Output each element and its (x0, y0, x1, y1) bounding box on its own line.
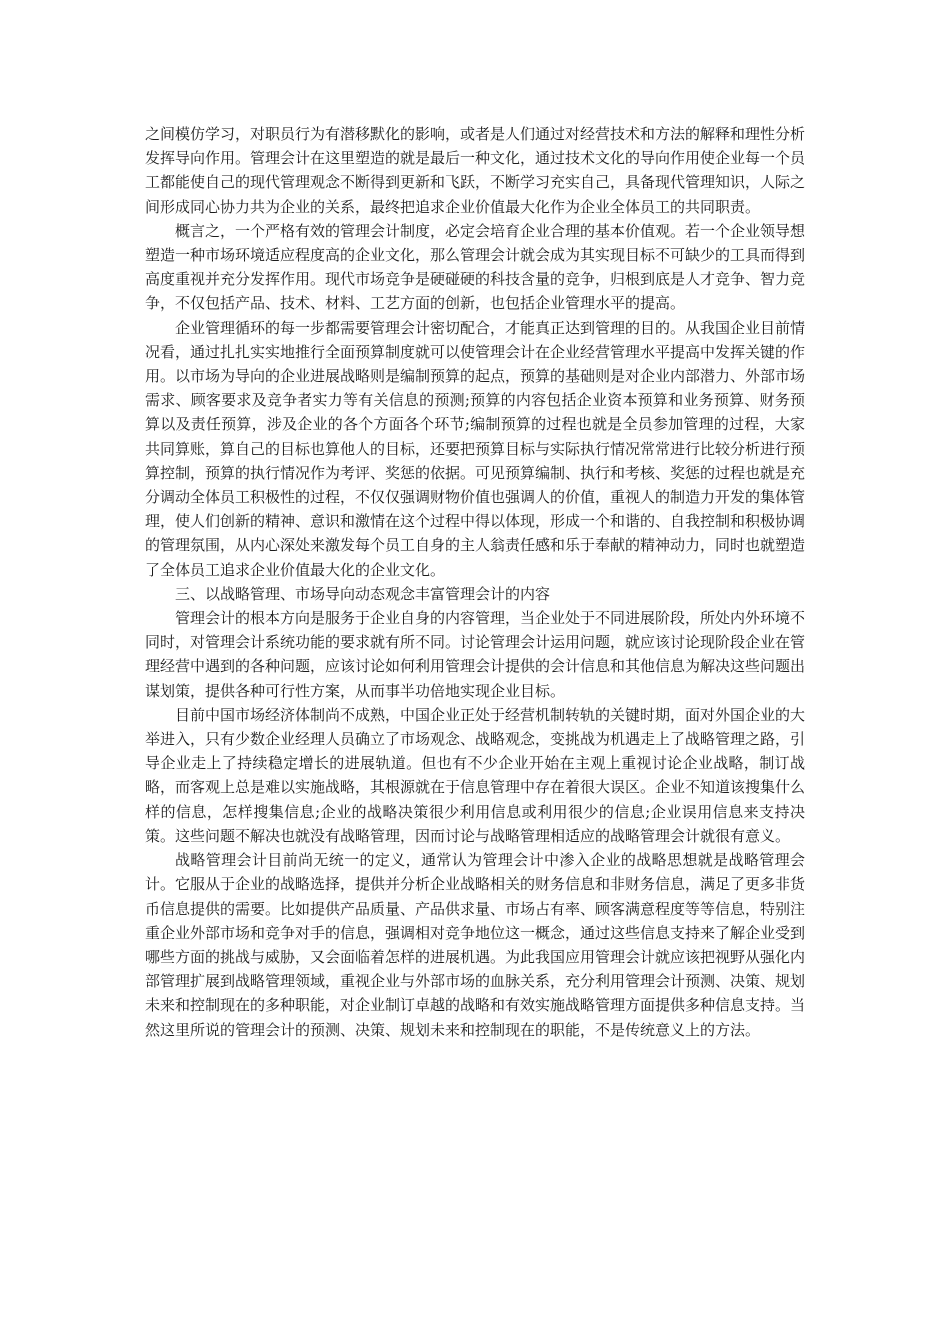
paragraph-6: 战略管理会计目前尚无统一的定义，通常认为管理会计中渗入企业的战略思想就是战略管理会计。它服从于企业的战略选择，提供并分析企业战略相关的财务信息和非财务信息，满足了更多非货币信息提供的需要。比如提供产品质量、产品供求量、市场占有率、顾客满意程度等等信息，特别注重企业外部市场和竞争对手的信息，强调相对竞争地位这一概念，通过这些信息支持来了解企业受到哪些方面的挑战与威胁，又会面临着怎样的进展机遇。为此我国应用管理会计就应该把视野从强化内部管理扩展到战略管理领域，重视企业与外部市场的血脉关系，充分利用管理会计预测、决策、规划未来和控制现在的多种职能，对企业制订卓越的战略和有效实施战略管理方面提供多种信息支持。当然这里所说的管理会计的预测、决策、规划未来和控制现在的职能，不是传统意义上的方法。 (145, 851, 806, 1039)
paragraph-4: 管理会计的根本方向是服务于企业自身的内容管理，当企业处于不同进展阶段，所处内外环境不同时，对管理会计系统功能的要求就有所不同。讨论管理会计运用问题，就应该讨论现阶段企业在管理经营中遇到的各种问题，应该讨论如何利用管理会计提供的会计信息和其他信息为解决这些问题出谋划策，提供各种可行性方案，从而事半功倍地实现企业目标。 (145, 609, 806, 700)
paragraph-2: 概言之，一个严格有效的管理会计制度，必定会培育企业合理的基本价值观。若一个企业领导想塑造一种市场环境适应程度高的企业文化，那么管理会计就会成为其实现目标不可缺少的工具而得到高度重视并充分发挥作用。现代市场竞争是硬碰硬的科技含量的竞争，归根到底是人才竞争、智力竞争，不仅包括产品、技术、材料、工艺方面的创新，也包括企业管理水平的提高。 (145, 221, 806, 313)
paragraph-3: 企业管理循环的每一步都需要管理会计密切配合，才能真正达到管理的目的。从我国企业目前情况看，通过扎扎实实地推行全面预算制度就可以使管理会计在企业经营管理水平提高中发挥关键的作用。以市场为导向的企业进展战略则是编制预算的起点，预算的基础则是对企业内部潜力、外部市场需求、顾客要求及竞争者实力等有关信息的预测;预算的内容包括企业资本预算和业务预算、财务预算以及责任预算，涉及企业的各个方面各个环节;编制预算的过程也就是全员参加管理的过程，大家共同算账，算自己的目标也算他人的目标，还要把预算目标与实际执行情况常常进行比较分析进行预算控制，预算的执行情况作为考评、奖惩的依据。可见预算编制、执行和考核、奖惩的过程也就是充分调动全体员工积极性的过程，不仅仅强调财物价值也强调人的价值，重视人的制造力开发的集体管理，使人们创新的精神、意识和激情在这个过程中得以体现，形成一个和谐的、自我控制和积极协调的管理氛围，从内心深处来激发每个员工自身的主人翁责任感和乐于奉献的精神动力，同时也就塑造了全体员工追求企业价值最大化的企业文化。 (145, 318, 806, 579)
paragraph-1: 之间模仿学习，对职员行为有潜移默化的影响，或者是人们通过对经营技术和方法的解释和理性分析发挥导向作用。管理会计在这里塑造的就是最后一种文化，通过技术文化的导向作用使企业每一个员工都能使自己的现代管理观念不断得到更新和飞跃，不断学习充实自己，具备现代管理知识，人际之间形成同心协力共为企业的关系，最终把追求企业价值最大化作为企业全体员工的共同职责。 (145, 125, 806, 216)
document-body (145, 122, 805, 1042)
section-heading: 三、以战略管理、市场导向动态观念丰富管理会计的内容 (175, 584, 551, 603)
paragraph-5: 目前中国市场经济体制尚不成熟，中国企业正处于经营机制转轨的关键时期，面对外国企业的大举进入，只有少数企业经理人员确立了市场观念、战略观念，变挑战为机遇走上了战略管理之路，引导企业走上了持续稳定增长的进展轨道。但也有不少企业开始在主观上重视讨论企业战略，制订战略，而客观上总是难以实施战略，其根源就在于信息管理中存在着很大误区。企业不知道该搜集什么样的信息，怎样搜集信息;企业的战略决策很少利用信息或利用很少的信息;企业误用信息来支持决策。这些问题不解决也就没有战略管理，因而讨论与战略管理相适应的战略管理会计就很有意义。 (145, 705, 806, 845)
